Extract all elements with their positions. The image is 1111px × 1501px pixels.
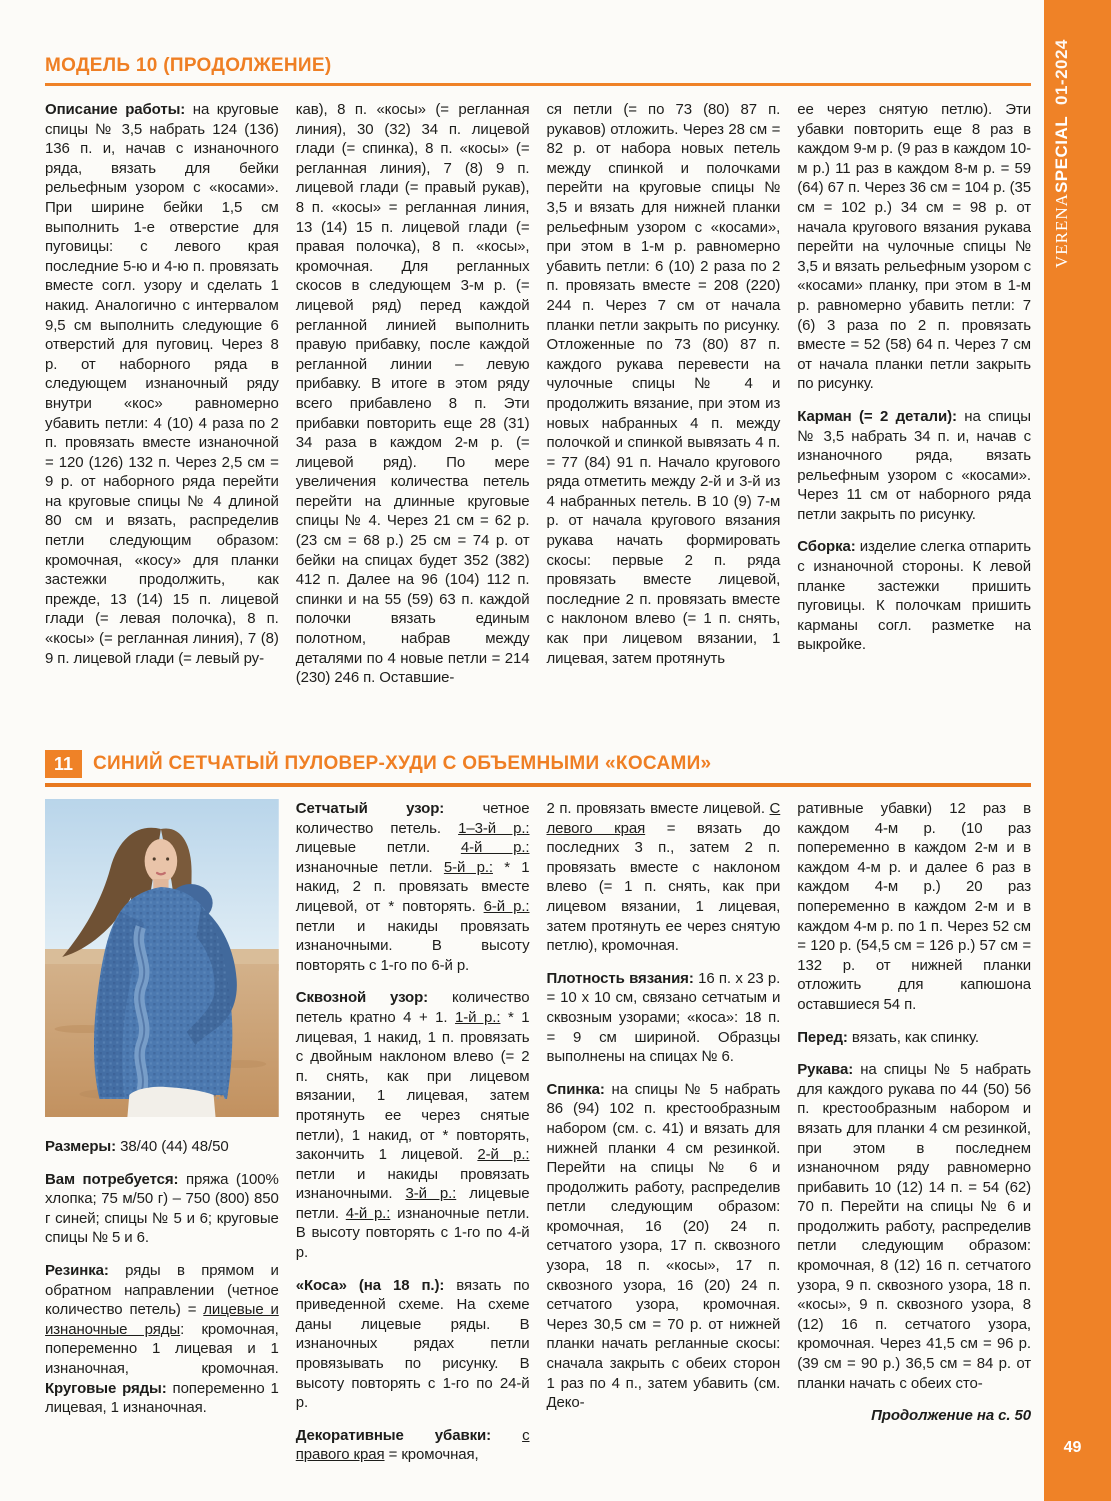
brand-suffix: SPECIAL: [1052, 115, 1071, 194]
text-column-2: [296, 799, 530, 1501]
paragraph: [547, 1080, 781, 1413]
text-segment: [491, 1427, 522, 1444]
paragraph: [296, 1426, 530, 1465]
text-segment: на круговые спицы № 3,5 набрать 124 (136) 136 п. и, начав с изнаночного ряда, вязать для бейки рельефным узором с «косами». При ширине бейки 1,5 см выполнить 1-е отверстие для пуговицы: с левого края последние 5-ю и 4-ю п. провязать вместе согл. узору и сделать 1 накид. Аналогично с интервалом 9,5 см выполнить следующие 6 отверстий для пуговиц. Через 8 р. от наборного ряда в следующем изнаночный ряду внутри «кос» равномерно убавить петли: 4 (10) 4 раза по 2 п. провязать вместе изнаночной = 120 (126) 132 п. Через 2,5 см = 9 р. от наборного ряда перейти на круговые спицы № 4 длиной 80 см и вязать, распределив петли следующим образом: кромочная, «косу» для планки застежки продолжить, как прежде, 13 (14) 15 п. лицевой глади (= левая полочка), 8 п. «косы» (= регланная линия), 7 (8) 9 п. лицевой глади (= левый ру-: [45, 101, 279, 667]
text-segment: вязать, как спинку.: [847, 1028, 979, 1046]
paragraph: [797, 100, 1031, 394]
text-segment: ся петли (= по 73 (80) 87 п. рукавов) отложить. Через 28 см = 82 р. от набора новых петель между спинкой и полочками перейти на круговые спицы № 3,5 и вязать для нижней планки рельефным узором с «косами», при этом в 1-м р. равномерно убавить петли: 6 (10) 2 раза по 2 п. провязать вместе = 208 (220) 244 п. Через 7 см от начала планки петли закрыть по рисунку. Отложенные по 73 (80) 87 п. каждого рукава перевести на чулочные спицы № 4 и продолжить вязание, при этом из новых набранных 4 п. между полочкой и спинкой вывязать 4 п. = 77 (84) 91 п. Начало кругового ряда отметить между 2-й и 3-й из 4 набранных петель. В 10 (9) 7-м р. от начала кругового вязания рукава начать формировать скосы: первые 2 п. ряда провязать вместе лицевой, последние 2 п. провязать вместе с наклоном влево (= 1 п. снять, как при лицевом вязании, 1 лицевая, затем протянуть: [546, 101, 781, 667]
text-segment: 6-й р.:: [483, 897, 530, 915]
text-segment: Карман (= 2 детали):: [797, 407, 957, 425]
text-segment: 2-й р.:: [477, 1146, 530, 1164]
text-segment: лицевые петли.: [295, 839, 461, 857]
text-segment: ративные убавки) 12 раз в каждом 4-м р. (10 раз попеременно в каждом 2-м и в каждом 4-м р. и далее 6 раз в каждом 4-м р.) 20 раз попеременно в каждом 2-м и в каждом 4-м р. по 1 п. Через 52 см = 120 р. (54,5 см = 126 р.) 57 см = 132 р. от нижней планки отложить для капюшона оставшиеся 54 п.: [797, 800, 1031, 1013]
magazine-title-vertical: [1052, 36, 1072, 268]
text-segment: с правого края: [295, 1426, 530, 1464]
text-segment: кав), 8 п. «косы» (= регланная линия), 30 (32) 34 п. лицевой глади (= спинка), 8 п. «косы» (= регланная линия), 7 (8) 9 п. лицевой глади (= правый рукав), 8 п. «косы» = регланная линия, 13 (14) 15 п. лицевой глади (= правая полочка), 8 п. «косы», кромочная. Для регланных скосов в следующем 3-м р. (= лицевой ряд) перед каждой регланной линией выполнить правую прибавку, после каждой регланной линии – левую прибавку. В итоге в этом ряду всего прибавлено 8 п. Эти прибавки повторить еще 28 (31) 34 раза в каждом 2-м р. (= лицевой ряд). По мере увеличения количества петель перейти на длинные круговые спицы № 4. Через 21 см = 62 р. (23 см = 68 р.) 25 см = 74 р. от бейки на спицах будет 352 (382) 412 п. Далее на 96 (104) 112 п. спинки и на 55 (59) 63 п. каждой полочки вязать единым полотном, набрав между деталями по 4 новые петли = 214 (230) 246 п. Оставшие-: [295, 101, 530, 687]
text-segment: вязать по приведенной схеме. На схеме даны лицевые ряды. В изнаночных рядах петли провязывать по рисунку. В высоту повторять с 1-го по 24-й р.: [295, 1276, 530, 1412]
text-column-3: [547, 799, 781, 1501]
text-segment: на спицы № 5 набрать для каждого рукава по 44 (50) 56 п. крестообразным набором и вязать для планки 4 см резинкой, при этом в последнем изнаночном ряду равномерно прибавить 10 (12) 14 п. = 54 (62) 70 п. Перейти на спицы № 6 и продолжить работу, распределив петли следующим образом: кромочная, 8 (12) 16 п. сетчатого узора, 9 п. сквозного узора, 18 п. «косы», 9 п. сквозного узора, 8 (12) 16 п. сетчатого узора, кромочная. Через 41,5 см = 96 р. (39 см = 90 р.) 36,5 см = 84 р. от планки начать с обеих сто-: [797, 1061, 1031, 1392]
paragraph: [45, 100, 279, 668]
text-segment: попеременно 1 лицевая, 1 изнаночная.: [45, 1379, 279, 1417]
section-title: СИНИЙ СЕТЧАТЫЙ ПУЛОВЕР-ХУДИ С ОБЪЕМНЫМИ «КОСАМИ»: [93, 753, 712, 774]
text-segment: 1–3-й р.:: [458, 819, 530, 837]
text-segment: Сквозной узор:: [295, 989, 429, 1007]
text-segment: Плотность вязания:: [546, 969, 694, 987]
section-rule: [45, 783, 1031, 787]
section-model-11: [45, 750, 1031, 1501]
paragraph: [547, 799, 781, 956]
text-segment: на спицы № 3,5 набрать 34 п. и, начав с изнаночного ряда, вязать рельефным узором с «косами». Через 11 см от наборного ряда петли закрыть по рисунку.: [797, 407, 1031, 523]
text-segment: 3-й р.:: [405, 1185, 457, 1203]
model-photo-illustration: [45, 799, 279, 1117]
text-segment: ряды в прямом и обратном направлении (четное количество петель) =: [45, 1261, 279, 1319]
paragraph: [45, 1261, 279, 1418]
text-segment: Сетчатый узор:: [295, 800, 445, 817]
text-segment: петли и накиды провязать изнаночными.: [295, 1165, 530, 1203]
text-segment: количество петель кратно 4 + 1.: [295, 989, 530, 1026]
paragraph: [45, 1137, 279, 1157]
paragraph: [797, 407, 1031, 525]
text-segment: : кромочная, попеременно 1 лицевая и 1 изнаночная, кромочная.: [45, 1320, 279, 1377]
section-model-10: [45, 55, 1031, 720]
text-segment: лицевые петли.: [295, 1185, 530, 1222]
model-number-badge: 11: [45, 750, 82, 778]
text-segment: Перед:: [797, 1028, 848, 1046]
text-column-3: [547, 100, 781, 720]
brand-name: VERENA: [1052, 193, 1071, 268]
text-segment: * 1 лицевая, 1 накид, 1 п. провязать с двойным наклоном влево (= 2 п. снять, как при лицевом вязании, 1 лицевая, затем протянуть ее через снятые петли), 1 накид, от * повторять, закончить 1 лицевой.: [295, 1008, 530, 1164]
text-segment: лицевые и изнаночные ряды: [45, 1301, 279, 1338]
page-number: 49: [1063, 1439, 1082, 1456]
paragraph: [45, 1170, 279, 1248]
text-segment: Резинка:: [45, 1261, 109, 1279]
model-photo: [45, 799, 279, 1117]
issue-number: 01-2024: [1052, 39, 1071, 106]
text-segment: 2 п. провязать вместе лицевой.: [546, 800, 770, 817]
paragraph: [547, 969, 781, 1067]
text-segment: петли и накиды провязать изнаночными. В высоту повторять с 1-го по 6-й р.: [295, 917, 530, 974]
text-segment: Спинка:: [546, 1080, 605, 1098]
text-columns: [45, 100, 1031, 720]
text-segment: на спицы № 5 набрать 86 (94) 102 п. крестообразным набором (см. с. 41) и вязать для нижней планки 4 см резинкой. Перейти на спицы № 6 и продолжить работу, распределив петли следующим образом: кромочная, 16 (20) 24 п. сетчатого узора, 17 п. сквозного узора, 18 п. «косы», 17 п. сквозного узора, 16 (20) 24 п. сетчатого узора, кромочная. Через 30,5 см = 70 р. от нижней планки начать регланные скосы: сначала закрыть с обеих сторон 1 раз по 4 п., затем убавить (см. Деко-: [546, 1080, 781, 1412]
section-title: МОДЕЛЬ 10 (ПРОДОЛЖЕНИЕ): [45, 55, 332, 76]
text-segment: изнаночные петли.: [295, 858, 444, 876]
text-column-2: [296, 100, 530, 720]
text-segment: 16 п. х 23 р. = 10 х 10 см, связано сетчатым и сквозным узорами; «коса»: 18 п. = 9 см шириной. Образцы выполнены на спицах № 6.: [546, 969, 781, 1066]
text-column-4: [797, 100, 1031, 720]
section-rule: [45, 83, 1031, 86]
text-segment: 38/40 (44) 48/50: [116, 1138, 229, 1155]
text-segment: * 1 накид, 2 п. провязать вместе лицевой, от * повторять.: [295, 858, 530, 915]
text-segment: Рукава:: [797, 1061, 854, 1079]
text-segment: Размеры:: [45, 1138, 117, 1155]
text-segment: = вязать до последних 3 п., затем 2 п. провязать вместе с наклоном влево (= 1 п. снять, как при лицевом вязании, 1 лицевая, затем протянуть ее через снятую петлю), кромочная.: [546, 819, 781, 955]
text-segment: 5-й р.:: [443, 858, 493, 876]
text-segment: Вам потребуется:: [45, 1170, 179, 1188]
paragraph: [797, 799, 1031, 1015]
text-segment: «Коса» (на 18 п.):: [295, 1276, 445, 1294]
text-segment: четное количество петель.: [295, 800, 530, 837]
section-header-bar: [45, 750, 1031, 778]
paragraph: [296, 100, 530, 688]
text-segment: Круговые ряды:: [45, 1379, 167, 1397]
paragraph: [547, 100, 781, 668]
text-column-1-text: [45, 1137, 279, 1418]
text-column-1: [45, 100, 279, 720]
text-column-1: [45, 799, 279, 1501]
text-segment: изделие слегка отпарить с изнаночной стороны. К левой планке застежки пришить пуговицы. К полочкам пришить карманы согл. разметке на выкройке.: [797, 538, 1031, 654]
text-segment: изнаночные петли. В высоту повторять с 1-го по 4-й р.: [295, 1204, 530, 1262]
paragraph: [797, 537, 1031, 655]
text-column-4: [797, 799, 1031, 1501]
paragraph: [797, 1028, 1031, 1048]
text-segment: 4-й р.:: [460, 839, 530, 857]
text-segment: Сборка:: [797, 538, 856, 556]
text-segment: Декоративные убавки:: [295, 1426, 492, 1444]
text-segment: С левого края: [546, 800, 781, 837]
text-segment: = кромочная,: [384, 1446, 479, 1464]
paragraph: [797, 1060, 1031, 1393]
paragraph: [296, 988, 530, 1262]
text-segment: Описание работы:: [45, 101, 186, 118]
text-segment: 1-й р.:: [455, 1008, 501, 1026]
paragraph: [797, 1406, 1031, 1426]
text-segment: Продолжение на с. 50: [871, 1407, 1031, 1425]
text-segment: ее через снятую петлю). Эти убавки повторить еще 8 раз в каждом 9-м р. (9 раз в каждом 10-м р.) 11 раз в каждом 8-м р. = 59 (64) 67 п. Через 36 см = 104 р. (35 см = 102 р.) 34 см = 98 р. от начала кругового вязания рукава перейти на чулочные спицы № 3,5 и вязать рельефным узором с «косами» планку, при этом в 1-м р. равномерно убавить петли: 7 (6) 3 раза по 2 п. провязать вместе = 52 (58) 64 п. Через 7 см от начала планки петли закрыть по рисунку.: [797, 101, 1031, 393]
text-columns: [45, 799, 1031, 1501]
text-segment: пряжа (100% хлопка; 75 м/50 г) – 750 (800) 850 г синей; спицы № 5 и 6; круговые спицы № 5 и 6.: [45, 1170, 279, 1247]
text-segment: 4-й р.:: [345, 1204, 391, 1222]
paragraph: [296, 1276, 530, 1413]
paragraph: [296, 799, 530, 975]
